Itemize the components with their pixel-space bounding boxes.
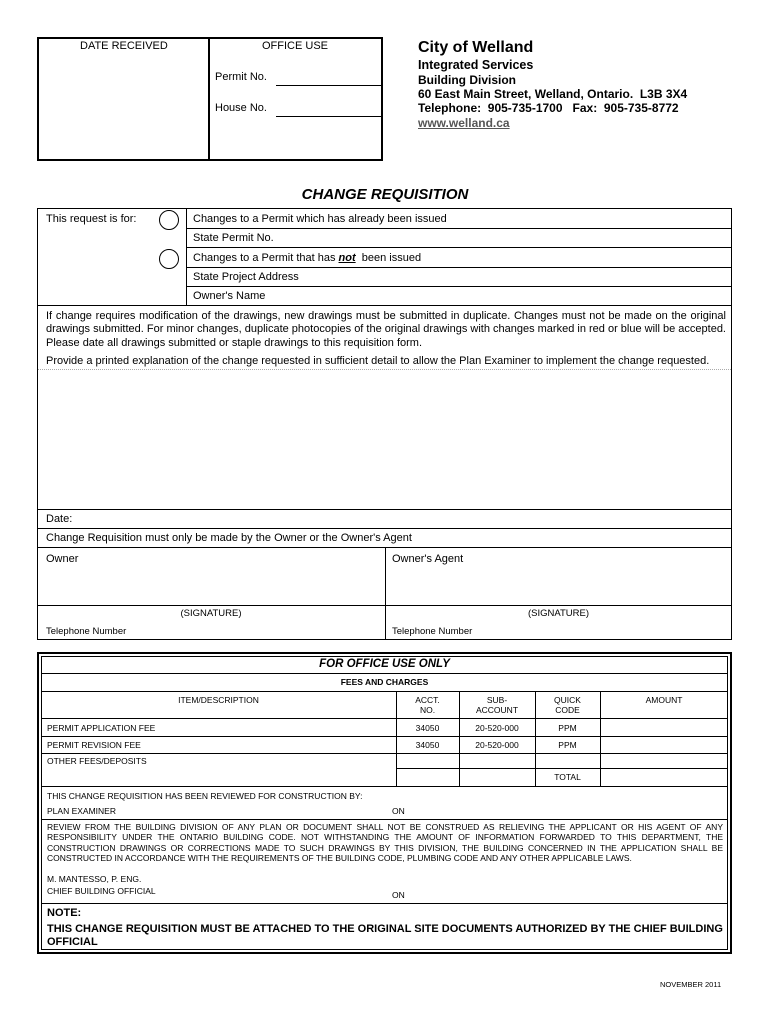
phone-fax: Telephone: 905-735-1700 Fax: 905-735-8772	[418, 101, 679, 115]
request-options-divider	[186, 208, 187, 306]
owner-signature-caption: (SIGNATURE)	[180, 608, 242, 619]
date-label: Date:	[46, 513, 73, 525]
fee-row-1-item: PERMIT APPLICATION FEE	[47, 723, 156, 733]
official-on-label: ON	[392, 890, 405, 900]
option2-pre: Changes to a Permit that has	[193, 252, 339, 264]
fee-row-2-sub: 20-520-000	[475, 740, 519, 750]
permit-no-line[interactable]	[276, 85, 382, 86]
city-name: City of Welland	[418, 39, 534, 56]
option-issued-radio[interactable]	[159, 210, 179, 230]
owners-agent-label: Owner's Agent	[392, 553, 464, 565]
note-label: NOTE:	[47, 907, 82, 919]
office-use-title: FOR OFFICE USE ONLY	[319, 658, 450, 670]
option-not-issued-radio[interactable]	[159, 249, 179, 269]
col-acct-header: ACCT. NO.	[415, 695, 440, 715]
fee-row-1-acct: 34050	[415, 723, 440, 733]
office-use-box	[37, 37, 383, 161]
plan-examiner-on-label: ON	[392, 806, 405, 816]
house-no-label: House No.	[215, 102, 267, 114]
agent-signature-caption: (SIGNATURE)	[527, 608, 590, 619]
review-disclaimer: REVIEW FROM THE BUILDING DIVISION OF ANY PLAN OR DOCUMENT SHALL NOT BE CONSTRUED AS RELIEVING THE APPLICANT OR HIS AGENT OF ANY RESPONSIBILITY UNDER THE ONTARIO BUILDING CODE. NOT WITHSTANDING THE AMOUNT OF INFORMATION FORWARDED TO THIS DEPARTMENT, THE CONSTRUCTION DRAWINGS OR CORRECTIONS MADE TO SUCH DRAWINGS BY THIS DIVISION, THE BUILDING CONCERNED IN THE APPLICATION SHALL BE CONSTRUCTED IN ACCORDANCE WITH THE REQUIREMENTS OF THE BUILDING CODE, PLUMBING CODE AND ANY OTHER APPLICABLE LAWS.	[47, 822, 723, 863]
agent-telephone-label: Telephone Number	[392, 626, 473, 637]
house-no-line[interactable]	[276, 116, 382, 117]
date-received-label: DATE RECEIVED	[80, 40, 168, 52]
fee-row-2-acct: 34050	[415, 740, 440, 750]
option2-not: not	[338, 252, 356, 264]
col-amount-header: AMOUNT	[645, 695, 683, 705]
form-title: CHANGE REQUISITION	[301, 186, 469, 203]
plan-examiner-label: PLAN EXAMINER	[47, 806, 116, 816]
footer-date: NOVEMBER 2011	[660, 980, 722, 989]
fee-row-3-amount[interactable]	[601, 754, 728, 768]
division-name: Building Division	[418, 73, 516, 87]
reviewed-by: THIS CHANGE REQUISITION HAS BEEN REVIEWED FOR CONSTRUCTION BY:	[47, 791, 363, 801]
official-title: CHIEF BUILDING OFFICIAL	[47, 886, 156, 896]
fee-row-2-quick: PPM	[558, 740, 577, 750]
note-text: THIS CHANGE REQUISITION MUST BE ATTACHED TO THE ORIGINAL SITE DOCUMENTS AUTHORIZED BY THE CHIEF BUILDING OFFICIAL	[47, 923, 723, 948]
owner-telephone-label: Telephone Number	[46, 626, 127, 637]
office-box-divider	[208, 37, 210, 161]
col-item-header: ITEM/DESCRIPTION	[178, 695, 259, 705]
option-issued-label: Changes to a Permit which has already been issued	[193, 213, 447, 225]
total-label: TOTAL	[554, 772, 581, 782]
permit-no-label: Permit No.	[215, 71, 267, 83]
address: 60 East Main Street, Welland, Ontario. L3B 3X4	[418, 87, 688, 101]
explanation-textarea[interactable]	[38, 370, 731, 508]
fee-row-1-sub: 20-520-000	[475, 723, 519, 733]
option-not-issued-label	[193, 252, 421, 264]
option2-post: been issued	[355, 252, 422, 264]
fee-row-3-item: OTHER FEES/DEPOSITS	[47, 756, 147, 766]
owner-note: Change Requisition must only be made by the Owner or the Owner's Agent	[46, 532, 412, 544]
owner-label: Owner	[46, 553, 79, 565]
department-name: Integrated Services	[418, 58, 534, 72]
fee-row-2-amount[interactable]	[601, 737, 728, 753]
fee-row-2-item: PERMIT REVISION FEE	[47, 740, 141, 750]
fee-row-1-amount[interactable]	[601, 719, 728, 736]
fee-row-1-quick: PPM	[558, 723, 577, 733]
website-link[interactable]: www.welland.ca	[418, 116, 510, 130]
request-label: This request is for:	[46, 213, 137, 225]
instructions-para1: If change requires modification of the drawings, new drawings must be submitted in duplicate. Changes must not be made on the original drawings submitted. For minor changes, duplicate photocopies of the original drawings with changes marked in red or blue will be accepted. Please date all drawings submitted or staple drawings to this requisition form.	[46, 310, 726, 349]
state-permit-label: State Permit No.	[193, 232, 274, 244]
instructions-para2: Provide a printed explanation of the change requested in sufficient detail to allow the Plan Examiner to implement the change requested.	[46, 355, 710, 367]
col-sub-header: SUB- ACCOUNT	[475, 695, 519, 715]
state-project-label: State Project Address	[193, 271, 299, 283]
official-name: M. MANTESSO, P. ENG.	[47, 874, 142, 884]
owner-signature-field[interactable]	[38, 568, 384, 604]
fees-title: FEES AND CHARGES	[340, 677, 429, 687]
total-amount[interactable]	[601, 769, 728, 785]
office-use-label: OFFICE USE	[262, 40, 329, 52]
col-quick-header: QUICK CODE	[554, 695, 581, 715]
agent-signature-field[interactable]	[386, 568, 731, 604]
owners-name-label: Owner's Name	[193, 290, 266, 302]
